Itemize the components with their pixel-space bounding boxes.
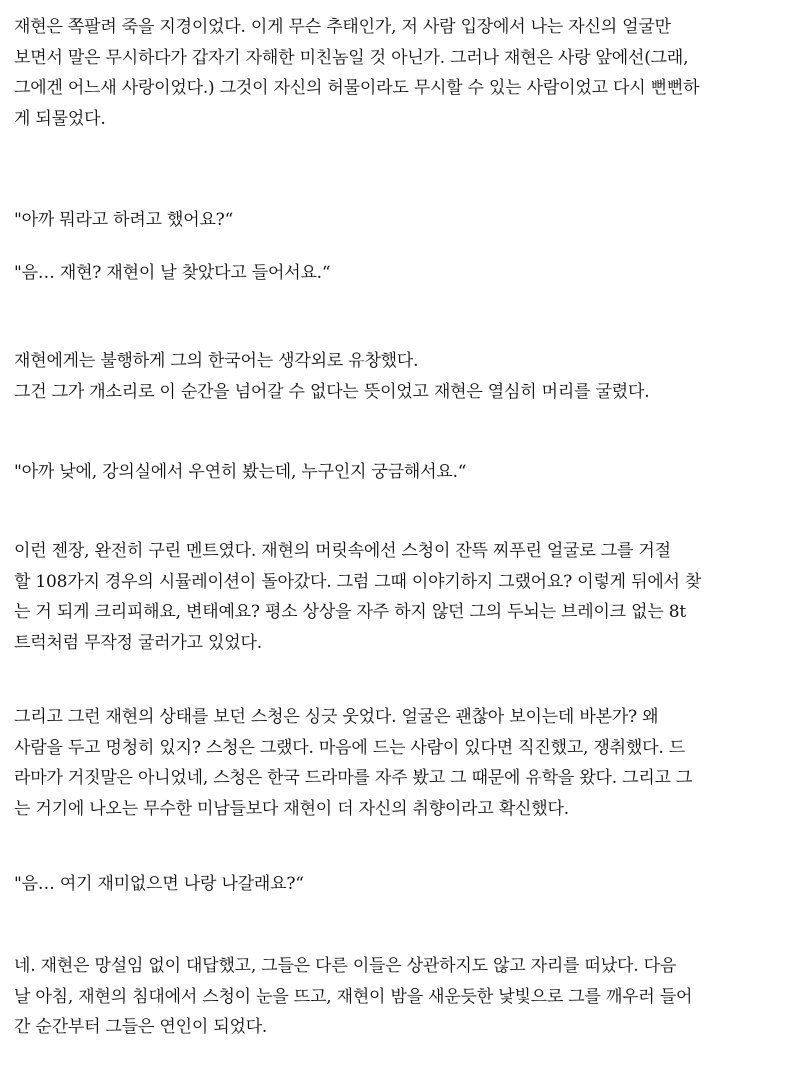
text-line: 는 거기에 나오는 무수한 미남들보다 재현이 더 자신의 취향이라고 확신했다. bbox=[14, 798, 569, 819]
paragraph-2 bbox=[14, 346, 790, 407]
paragraph-4 bbox=[14, 702, 790, 824]
text-line: 할 108가지 경우의 시뮬레이션이 돌아갔다. 그럼 그때 이야기하지 그랬어요? 이렇게 뒤에서 찾 bbox=[14, 571, 702, 592]
dialogue-line-3: "아까 낮에, 강의실에서 우연히 봤는데, 누구인지 궁금해서요.“ bbox=[14, 462, 467, 482]
text-line: 그리고 그런 재현의 상태를 보던 스청은 싱긋 웃었다. 얼굴은 괜찮아 보이는데 바본가? 왜 bbox=[14, 707, 659, 727]
text-line: 재현은 쪽팔려 죽을 지경이었다. 이게 무슨 추태인가, 저 사람 입장에서 나는 자신의 얼굴만 bbox=[14, 17, 671, 37]
text-line: 트럭처럼 무작정 굴러가고 있었다. bbox=[14, 632, 262, 653]
text-line: 이런 젠장, 완전히 구린 멘트였다. 재현의 머릿속에선 스청이 잔뜩 찌푸린 얼굴로 그를 거절 bbox=[14, 541, 671, 561]
text-line: 는 거 되게 크리피해요, 변태예요? 평소 상상을 자주 하지 않던 그의 두뇌는 브레이크 없는 8t bbox=[14, 602, 686, 622]
paragraph-1 bbox=[14, 12, 790, 134]
paragraph-3 bbox=[14, 536, 790, 658]
text-line: 라마가 거짓말은 아니었네, 스청은 한국 드라마를 자주 봤고 그 때문에 유학을 왔다. 그리고 그 bbox=[14, 768, 693, 788]
dialogue-line-2: "음… 재현? 재현이 날 찾았다고 들어서요.“ bbox=[14, 263, 331, 283]
text-line: 간 순간부터 그들은 연인이 되었다. bbox=[14, 1017, 268, 1037]
text-line: 그건 그가 개소리로 이 순간을 넘어갈 수 없다는 뜻이었고 재현은 열심히 머리를 굴렸다. bbox=[14, 381, 650, 402]
text-line: 네. 재현은 망설임 없이 대답했고, 그들은 다른 이들은 상관하지도 않고 자리를 떠났다. 다음 bbox=[14, 956, 677, 976]
dialogue-line-1: "아까 뭐라고 하려고 했어요?“ bbox=[14, 210, 234, 230]
text-line: 사람을 두고 멍청히 있지? 스청은 그랬다. 마음에 드는 사람이 있다면 직진했고, 쟁취했다. 드 bbox=[14, 737, 685, 758]
text-line: 게 되물었다. bbox=[14, 108, 106, 129]
paragraph-5 bbox=[14, 951, 790, 1043]
text-line: 재현에게는 불행하게 그의 한국어는 생각외로 유창했다. bbox=[14, 351, 419, 371]
text-line: 그에겐 어느새 사랑이었다.) 그것이 자신의 허물이라도 무시할 수 있는 사람이었고 다시 뻔뻔하 bbox=[14, 78, 700, 98]
text-line: 보면서 말은 무시하다가 갑자기 자해한 미친놈일 것 아닌가. 그러나 재현은 사랑 앞에선(그래, bbox=[14, 47, 689, 68]
dialogue-line-4: "음… 여기 재미없으면 나랑 나갈래요?“ bbox=[14, 874, 304, 894]
text-line: 날 아침, 재현의 침대에서 스청이 눈을 뜨고, 재현이 밤을 새운듯한 낯빛으로 그를 깨우러 들어 bbox=[14, 986, 693, 1007]
